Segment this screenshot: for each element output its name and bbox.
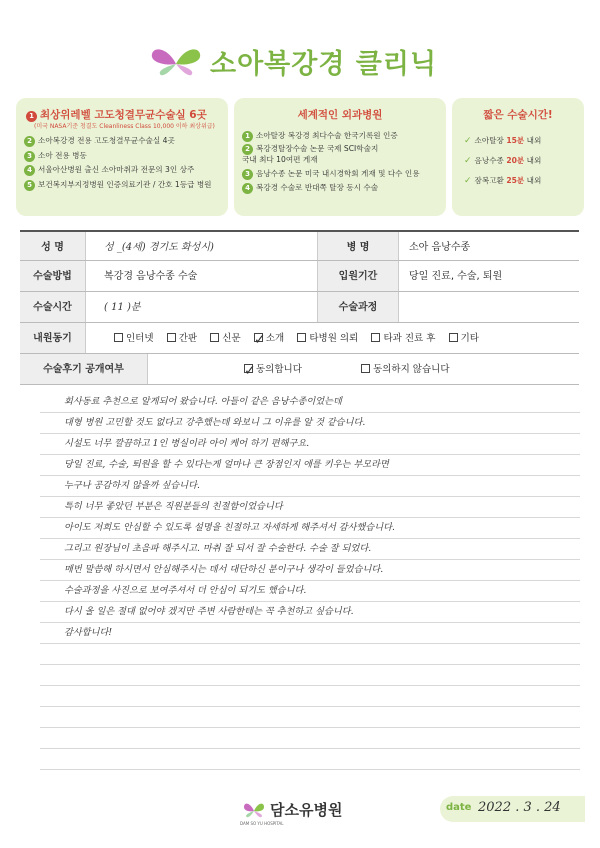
number-badge-icon: 1	[242, 131, 253, 142]
form-row	[20, 230, 579, 261]
list-item: 2 복강경탈장수술 논문 국제 SCI학술지 국내 최다 10여편 게재	[242, 144, 379, 164]
list-item: 5 보건복지부지정병원 인증의료기관 / 간호 1등급 병원	[24, 178, 212, 193]
motive-option[interactable]: 인터넷	[114, 323, 154, 354]
date-label: date	[446, 802, 472, 813]
review-line: 당일 진료, 수술, 퇴원을 할 수 있다는게 얼마나 큰 장점인지 애를 키우는 부모라면	[40, 455, 580, 476]
list-item: ✓ 소아탈장 15분 내외	[464, 136, 542, 146]
number-badge-icon: 4	[242, 183, 253, 194]
box-title: 1 최상위레벨 고도청결무균수술실 6곳	[26, 107, 207, 122]
review-line	[40, 707, 580, 728]
box-title: 세계적인 외과병원	[297, 109, 383, 121]
motive-option[interactable]: 간판	[167, 323, 197, 354]
name-field[interactable]: 성 _(4세) 경기도 화성시)	[104, 242, 214, 253]
disclose-label: 수술후기 공개여부	[20, 354, 148, 384]
check-icon: ✓	[464, 136, 472, 146]
list-item: 2 소아복강경 전용 고도청결무균수술실 4곳	[24, 134, 212, 149]
feature-list	[464, 134, 541, 194]
review-text-area[interactable]	[40, 392, 580, 770]
checkbox-icon[interactable]	[449, 333, 458, 342]
number-badge-icon: 5	[24, 180, 35, 191]
disease-field[interactable]: 소아 음낭수종	[409, 242, 471, 253]
feature-box-time	[452, 98, 584, 216]
date-field[interactable]	[440, 796, 585, 822]
review-line	[40, 728, 580, 749]
box-subtitle: (미국 NASA기준 청결도 Cleanliness Class 10,000 이하 최상위급)	[34, 123, 215, 130]
process-label: 수술과정	[317, 292, 399, 322]
list-item: 3 소아 전용 병동	[24, 149, 212, 164]
checkbox-icon[interactable]	[114, 333, 123, 342]
review-line: 누구나 공감하지 않을까 싶습니다.	[40, 476, 580, 497]
number-badge-icon: 2	[24, 136, 35, 147]
feature-box-surgery	[234, 98, 446, 216]
motive-option[interactable]: 신문	[210, 323, 240, 354]
review-line: 특히 너무 좋았던 부분은 직원분들의 친절함이었습니다	[40, 497, 580, 518]
form-row	[20, 292, 579, 323]
time-field[interactable]: ( 11 )분	[104, 302, 141, 313]
method-field[interactable]: 복강경 음낭수종 수술	[104, 271, 198, 282]
review-line: 다시 올 일은 절대 없어야 겠지만 주변 사람한테는 꼭 추천하고 싶습니다.	[40, 602, 580, 623]
method-label: 수술방법	[20, 261, 86, 291]
number-badge-icon: 2	[242, 144, 253, 155]
review-line: 매번 말씀해 하시면서 안심해주시는 데서 대단하신 분이구나 생각이 들었습니다.	[40, 560, 580, 581]
motive-option[interactable]: ✓ 소개	[254, 323, 284, 354]
motive-option[interactable]: 기타	[449, 323, 479, 354]
review-line: 수술과정을 사진으로 보여주셔서 더 안심이 되기도 했습니다.	[40, 581, 580, 602]
butterfly-logo-icon	[150, 44, 202, 80]
period-label: 입원기간	[317, 261, 399, 291]
review-line	[40, 644, 580, 665]
review-line	[40, 749, 580, 770]
review-line	[40, 665, 580, 686]
review-line: 시설도 너무 깔끔하고 1인 병실이라 아이 케어 하기 편해구요.	[40, 434, 580, 455]
page-title: 소아복강경 클리닉	[210, 49, 438, 80]
review-form	[20, 230, 579, 385]
motive-options	[86, 323, 579, 353]
checkbox-checked-icon[interactable]	[254, 333, 263, 342]
feature-list	[24, 134, 212, 192]
list-item: 4 복강경 수술로 반대쪽 탈장 동시 수술	[242, 182, 420, 196]
check-icon: ✓	[464, 176, 472, 186]
period-field[interactable]: 당일 진료, 수술, 퇴원	[409, 271, 503, 282]
number-badge-icon: 3	[24, 151, 35, 162]
check-icon: ✓	[464, 156, 472, 166]
disagree-option[interactable]: 동의하지 않습니다	[361, 354, 449, 385]
review-line	[40, 686, 580, 707]
disclose-options	[148, 354, 579, 384]
list-item: 3 음낭수종 논문 미국 내시경학회 게재 및 다수 인용	[242, 168, 420, 182]
motive-option[interactable]: 타과 진료 후	[371, 323, 435, 354]
disease-label: 병 명	[317, 232, 399, 260]
number-badge-icon: 4	[24, 165, 35, 176]
checkbox-icon[interactable]	[167, 333, 176, 342]
motive-label: 내원동기	[20, 323, 86, 353]
hospital-name: 담소유병원	[270, 801, 343, 819]
checkbox-icon[interactable]	[371, 333, 380, 342]
list-item: 1 소아탈장 복강경 최다수술 한국기록원 인증	[242, 130, 420, 144]
box-title: 짧은 수술시간!	[483, 109, 553, 121]
hospital-subtitle: DAM SO YU HOSPITAL	[240, 821, 284, 826]
review-line: 아이도 저희도 안심할 수 있도록 설명을 친절하고 자세하게 해주셔서 감사했습니다.	[40, 518, 580, 539]
review-line: 그리고 원장님이 초음파 해주시고. 마취 잘 되서 잘 수술한다. 수술 잘 되었다.	[40, 539, 580, 560]
list-item: 4 서울아산병원 출신 소아마취과 전문의 3인 상주	[24, 163, 212, 178]
time-label: 수술시간	[20, 292, 86, 322]
review-line: 회사동료 추천으로 알게되어 왔습니다. 아들이 같은 음낭수종이었는데	[40, 392, 580, 413]
checkbox-icon[interactable]	[361, 364, 370, 373]
form-row	[20, 354, 579, 385]
agree-option[interactable]: ✓ 동의합니다	[244, 354, 302, 385]
feature-list	[242, 130, 420, 196]
list-item: ✓ 음낭수종 20분 내외	[464, 156, 542, 166]
review-line: 대형 병원 고민할 것도 없다고 강추했는데 와보니 그 이유를 알 것 같습니다.	[40, 413, 580, 434]
form-row	[20, 323, 579, 354]
list-item: ✓ 잠복고환 25분 내외	[464, 176, 542, 186]
number-badge-icon: 3	[242, 169, 253, 180]
header	[0, 38, 600, 88]
motive-option[interactable]: 타병원 의뢰	[297, 323, 358, 354]
process-field[interactable]	[399, 292, 579, 322]
butterfly-logo-icon	[242, 799, 266, 823]
checkbox-icon[interactable]	[297, 333, 306, 342]
feature-box-facilities	[16, 98, 228, 216]
review-line: 감사합니다!	[40, 623, 580, 644]
checkbox-checked-icon[interactable]	[244, 364, 253, 373]
date-value: 2022 . 3 . 24	[478, 800, 561, 815]
form-row	[20, 261, 579, 292]
checkbox-icon[interactable]	[210, 333, 219, 342]
number-badge-icon: 1	[26, 111, 37, 122]
name-label: 성 명	[20, 232, 86, 260]
